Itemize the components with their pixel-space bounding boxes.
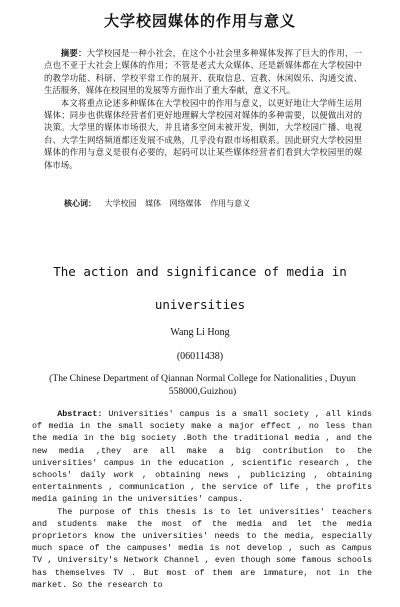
- chinese-title: 大学校园媒体的作用与意义: [103, 12, 296, 30]
- keyword: 大学校园: [104, 199, 137, 208]
- english-abstract-label: Abstract:: [57, 409, 103, 419]
- chinese-abstract-label: 摘要：: [60, 48, 87, 58]
- affiliation: [40, 373, 365, 398]
- affiliation-line-2: 558000,Guizhou): [168, 385, 237, 397]
- keyword: 作用与意义: [210, 199, 251, 208]
- english-abstract-paragraph-2: The purpose of this thesis is to let universities' teachers and students make the most of the media and let the media proprietors know the universities' needs to the media, especially much space of the campuses' media is not develop , such as Campus TV , University's Network Channel , even though some famous schools has themselves TV . But most of them are immature, not in the market. So the research to: [32, 506, 372, 590]
- affiliation-line-1: (The Chinese Department of Qiannan Normal College for Nationalities , Duyun: [49, 373, 356, 384]
- english-title-line-1: The action and significance of media in: [53, 264, 347, 279]
- keyword: 网络媒体: [169, 199, 202, 208]
- author-name: Wang Li Hong: [170, 327, 230, 338]
- english-abstract: [32, 408, 372, 591]
- chinese-abstract-text-1: 大学校园是一种小社会，在这个小社会里多种媒体发挥了巨大的作用，一点也不亚于大社会上媒体的作用；不管是老式大众媒体、还是新媒体都在大学校园中的教学功能、科研、学校平常工作的展开、获取信息、宣教、休闲娱乐、沟通交流、生活服务，媒体在校园里的发展等方面作出了重大奉献，意义不凡。: [44, 48, 363, 96]
- chinese-keywords: [64, 198, 250, 209]
- chinese-abstract-paragraph-2: 本文将重点论述多种媒体在大学校园中的作用与意义，以更好地让大学师生运用媒体；同步也供媒体经营者们更好地理解大学校园对媒体的多种需要，以便做出对的决策。大学里的媒体市场很大，并且诸多空间未被开发，例如，大学校园广播、电视台、大学生网络频道都还发展不成熟，几乎没有跟市场相联系。因此研究大学校园里媒体的作用与意义是很有必要的，起码可以让某些媒体经营者们看到大学校园里的媒体市场。: [44, 97, 362, 170]
- english-abstract-text-1: Universities' campus is a small society , all kinds of media in the small society make a major effect , no less than the media in the big society .Both the traditional media , and the new media ,they are all make a big contribution to the universities' campus in the education , scientific research , the schools' daily work , obtaining news , publicizing , obtaining entertainments , communication , the service of life , the profits media gaining in the universities' campus.: [32, 409, 372, 505]
- keyword: 媒体: [145, 199, 162, 208]
- english-abstract-paragraph-1: [32, 408, 372, 506]
- student-code: (06011438): [176, 351, 224, 362]
- chinese-abstract-paragraph-1: [44, 47, 362, 97]
- chinese-abstract: [44, 47, 362, 171]
- chinese-keywords-label: 核心词：: [64, 198, 96, 208]
- english-title-line-2: universities: [154, 297, 246, 312]
